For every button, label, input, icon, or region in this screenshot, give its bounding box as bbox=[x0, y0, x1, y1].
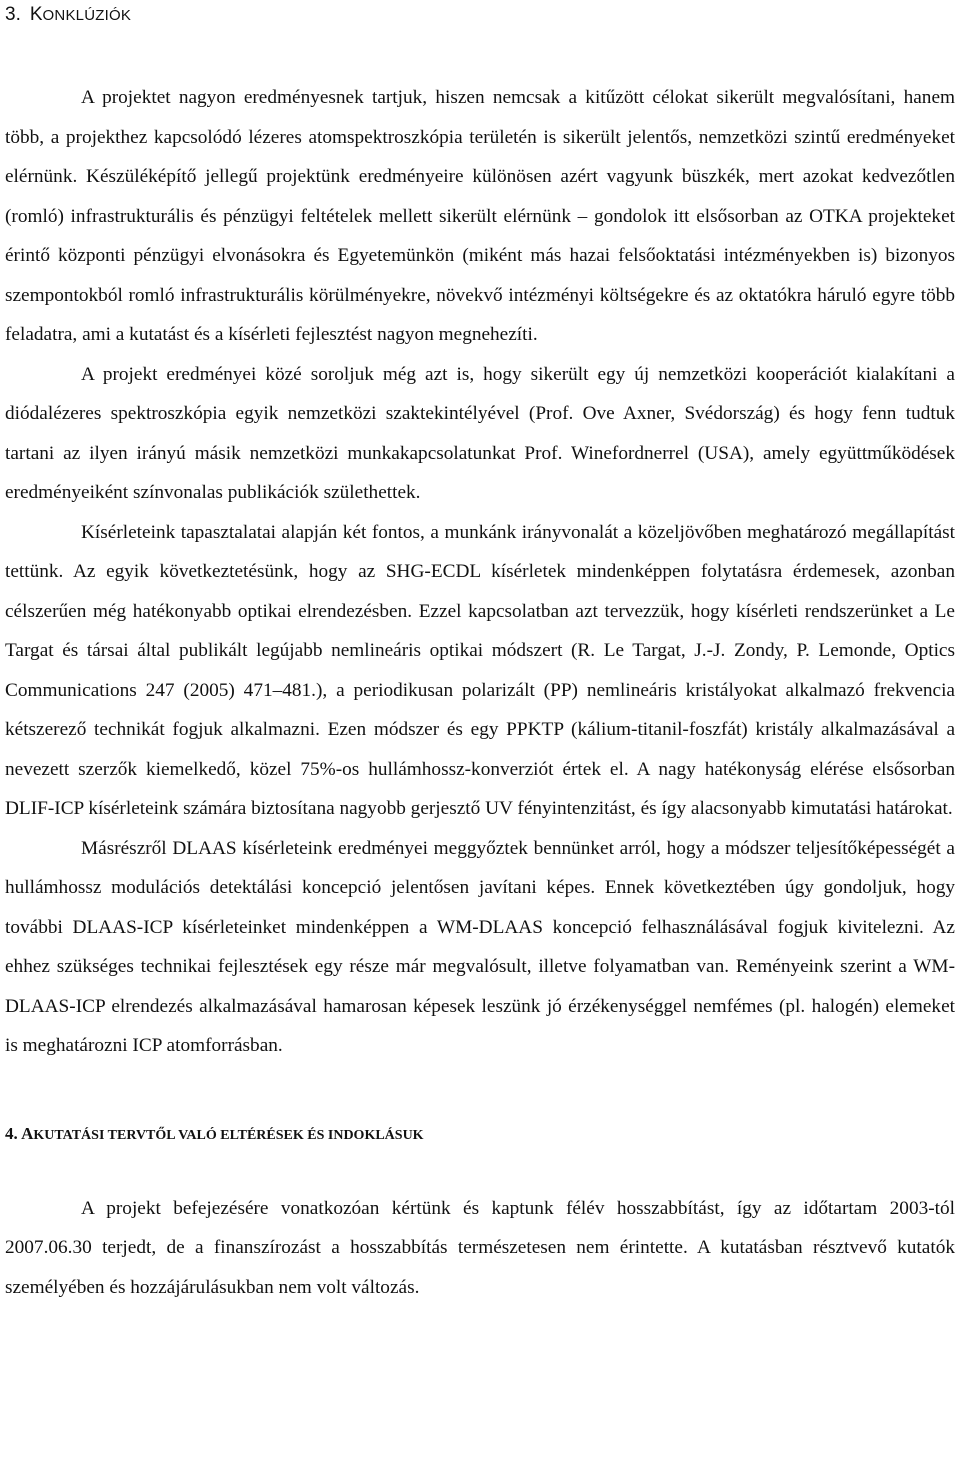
section-number: 3. bbox=[5, 4, 21, 25]
section-title-rest: ONKLÚZIÓK bbox=[42, 7, 132, 24]
section-heading-conclusions bbox=[5, 0, 955, 31]
section-number: 4. bbox=[5, 1123, 18, 1143]
section-title-initial: K bbox=[29, 4, 43, 25]
section-heading-deviations bbox=[5, 1114, 955, 1154]
deviations-paragraph: A projekt befejezésére vonatkozóan kértünk és kaptunk félév hosszabbítást, így az időtartam 2003-tól 2007.06.30 terjedt, de a finanszírozást a hosszabbítás természetesen nem érintette. A kutatásban résztvevő kutatók személyében és hozzájárulásukban nem volt változás. bbox=[5, 1197, 955, 1298]
section-title-initial: A bbox=[21, 1123, 34, 1143]
conclusions-paragraph-4: Másrészről DLAAS kísérleteink eredményei meggyőztek bennünket arról, hogy a módszer teljesítőképességét a hullámhossz modulációs detektálási koncepció jelentősen javítani képes. Ennek következtében úgy gondoljuk, hogy további DLAAS-ICP kísérleteinket mindenképpen a WM-DLAAS koncepció felhasználásával fogjuk kivitelezni. Az ehhez szükséges technikai fejlesztések egy része már megvalósult, illetve folyamatban van. Reményeink szerint a WM-DLAAS-ICP elrendezés alkalmazásával hamarosan képesek leszünk jó érzékenységgel nemfémes (pl. halogén) elemeket is meghatározni ICP atomforrásban. bbox=[5, 837, 955, 1056]
section-title-rest: KUTATÁSI TERVTŐL VALÓ ELTÉRÉSEK ÉS INDOKLÁSUK bbox=[33, 1127, 424, 1143]
conclusions-paragraph-3: Kísérleteink tapasztalatai alapján két fontos, a munkánk irányvonalát a közeljövőben meghatározó megállapítást tettünk. Az egyik következtetésünk, hogy az SHG-ECDL kísérletek mindenképpen folytatásra érdemesek, azonban célszerűen még hatékonyabb optikai elrendezésben. Ezzel kapcsolatban azt tervezzük, hogy kísérleti rendszerünket a Le Targat és társai által publikált legújabb nemlineáris optikai módszert (R. Le Targat, J.-J. Zondy, P. Lemonde, Optics Communications 247 (2005) 471–481.), a periodikusan polarizált (PP) nemlineáris kristályokat alkalmazó frekvencia kétszerező technikát fogjuk alkalmazni. Ezen módszer és egy PPKTP (kálium-titanil-foszfát) kristály alkalmazásával a nevezett szerzők kiemelkedő, közel 75%-os hullámhossz-konverziót értek el. A nagy hatékonyság elérése elsősorban DLIF-ICP kísérleteink számára biztosítana nagyobb gerjesztő UV fényintenzitást, és így alacsonyabb kimutatási határokat. bbox=[5, 521, 955, 819]
conclusions-paragraph-2: A projekt eredményei közé soroljuk még azt is, hogy sikerült egy új nemzetközi kooperációt kialakítani a diódalézeres spektroszkópia egyik nemzetközi szaktekintélyével (Prof. Ove Axner, Svédország) és hogy fenn tudtuk tartani az ilyen irányú másik nemzetközi munkakapcsolatunkat Prof. Winefordnerrel (USA), amely együttműködések eredményeiként színvonalas publikációk születhettek. bbox=[5, 363, 955, 503]
conclusions-paragraph-1: A projektet nagyon eredményesnek tartjuk, hiszen nemcsak a kitűzött célokat sikerült megvalósítani, hanem több, a projekthez kapcsolódó lézeres atomspektroszkópia területén is sikerült jelentős, nemzetközi szintű eredményeket elérnünk. Készüléképítő jellegű projektünk eredményeire különösen azért vagyunk büszkék, mert azokat kedvezőtlen (romló) infrastrukturális és pénzügyi feltételek mellett sikerült elérnünk – gondolok itt elsősorban az OTKA projekteket érintő központi pénzügyi elvonásokra és Egyetemünkön (miként más hazai felsőoktatási intézményekben is) bizonyos szempontokból romló infrastrukturális körülményekre, növekvő intézményi költségekre és az oktatókra háruló egyre több feladatra, ami a kutatást és a kísérleti fejlesztést nagyon megnehezíti. bbox=[5, 87, 955, 345]
document-page bbox=[5, 0, 955, 1307]
